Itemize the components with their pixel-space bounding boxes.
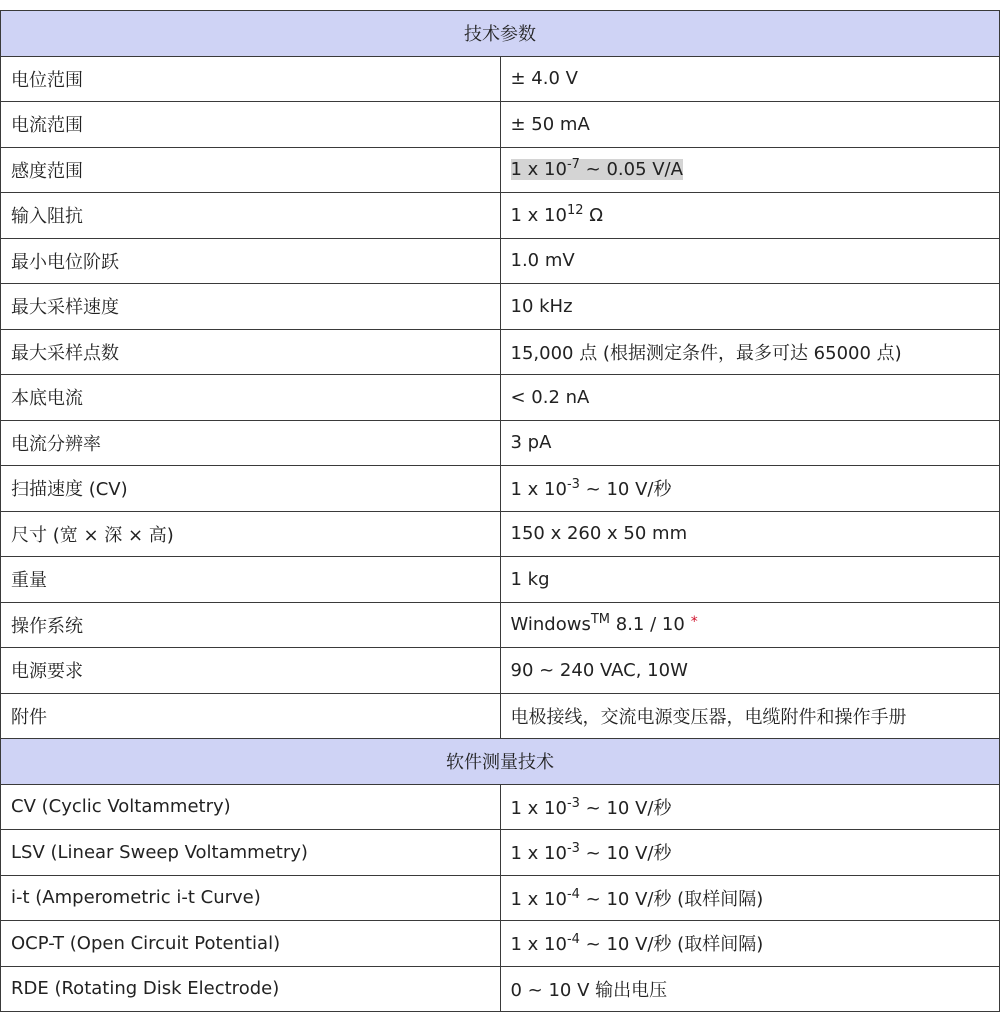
table-row [1, 602, 1000, 648]
value-exponent: -3 [566, 795, 580, 811]
row-label: 附件 [1, 693, 501, 739]
table-row [1, 420, 1000, 466]
section-header-software [1, 739, 1000, 785]
row-value: < 0.2 nA [500, 375, 1000, 421]
row-label: 扫描速度 (CV) [1, 466, 501, 512]
row-label: 最大采样点数 [1, 329, 501, 375]
table-row [1, 784, 1000, 830]
value-exponent: -4 [566, 886, 580, 902]
row-label: 感度范围 [1, 147, 501, 193]
table-row [1, 466, 1000, 512]
row-value [500, 193, 1000, 239]
value-rest: 8.1 / 10 [610, 614, 685, 636]
value-base: 1 x 10 [510, 479, 567, 501]
value-rest: ~ 10 V/秒 [579, 843, 672, 865]
table-row [1, 648, 1000, 694]
table-row [1, 56, 1000, 102]
table-row [1, 375, 1000, 421]
table-row [1, 102, 1000, 148]
row-label: 最大采样速度 [1, 284, 501, 330]
value-base: Windows [510, 614, 591, 636]
row-label: LSV (Linear Sweep Voltammetry) [1, 830, 501, 876]
highlighted-value [511, 159, 683, 180]
table-row [1, 511, 1000, 557]
table-row [1, 329, 1000, 375]
row-label: 电位范围 [1, 56, 501, 102]
value-base: 1 x 10 [510, 797, 567, 819]
value-exponent: 12 [566, 202, 584, 218]
row-value [500, 875, 1000, 921]
spec-table [0, 10, 1000, 1012]
table-row [1, 284, 1000, 330]
value-exponent: -4 [566, 932, 580, 948]
row-value: 3 pA [500, 420, 1000, 466]
value-exponent: -3 [566, 477, 580, 493]
value-base: 1 x 10 [510, 843, 567, 865]
row-value: ± 4.0 V [500, 56, 1000, 102]
section-title: 软件测量技术 [1, 739, 1000, 785]
trademark-sup: TM [590, 612, 611, 628]
row-label: 电流范围 [1, 102, 501, 148]
row-value [500, 784, 1000, 830]
value-rest: ~ 10 V/秒 [579, 479, 672, 501]
row-value [500, 602, 1000, 648]
value-rest: ~ 10 V/秒 [579, 797, 672, 819]
row-label: CV (Cyclic Voltammetry) [1, 784, 501, 830]
table-row [1, 966, 1000, 1012]
row-label: 电源要求 [1, 648, 501, 694]
row-value: 0 ~ 10 V 输出电压 [500, 966, 1000, 1012]
row-label: i-t (Amperometric i-t Curve) [1, 875, 501, 921]
value-rest: ~ 10 V/秒 (取样间隔) [579, 934, 764, 956]
row-value [500, 921, 1000, 967]
row-value: 1.0 mV [500, 238, 1000, 284]
row-label: 最小电位阶跃 [1, 238, 501, 284]
value-rest: ~ 10 V/秒 (取样间隔) [579, 888, 764, 910]
table-row [1, 238, 1000, 284]
table-row [1, 557, 1000, 603]
table-row [1, 875, 1000, 921]
row-label: 重量 [1, 557, 501, 603]
row-value [500, 830, 1000, 876]
row-label: OCP-T (Open Circuit Potential) [1, 921, 501, 967]
table-row [1, 921, 1000, 967]
row-label: 电流分辨率 [1, 420, 501, 466]
value-rest: ~ 0.05 V/A [579, 159, 683, 181]
value-exponent: -7 [566, 157, 580, 173]
value-base: 1 x 10 [510, 888, 567, 910]
value-exponent: -3 [566, 841, 580, 857]
row-value: 电极接线，交流电源变压器，电缆附件和操作手册 [500, 693, 1000, 739]
section-title: 技术参数 [1, 11, 1000, 57]
table-row [1, 830, 1000, 876]
value-base: 1 x 10 [510, 159, 567, 181]
row-value: 15,000 点 (根据测定条件，最多可达 65000 点) [500, 329, 1000, 375]
table-row [1, 193, 1000, 239]
row-value: 150 x 260 x 50 mm [500, 511, 1000, 557]
asterisk-marker: * [690, 614, 698, 631]
row-label: 输入阻抗 [1, 193, 501, 239]
row-value: 10 kHz [500, 284, 1000, 330]
row-value [500, 147, 1000, 193]
row-label: 尺寸 (宽 × 深 × 高) [1, 511, 501, 557]
row-value: 1 kg [500, 557, 1000, 603]
value-base: 1 x 10 [510, 204, 567, 226]
row-value: 90 ~ 240 VAC, 10W [500, 648, 1000, 694]
row-label: 本底电流 [1, 375, 501, 421]
value-rest: Ω [583, 204, 603, 226]
row-label: 操作系统 [1, 602, 501, 648]
row-value: ± 50 mA [500, 102, 1000, 148]
row-value [500, 466, 1000, 512]
table-row [1, 693, 1000, 739]
section-header-specs [1, 11, 1000, 57]
table-row [1, 147, 1000, 193]
row-label: RDE (Rotating Disk Electrode) [1, 966, 501, 1012]
value-base: 1 x 10 [510, 934, 567, 956]
